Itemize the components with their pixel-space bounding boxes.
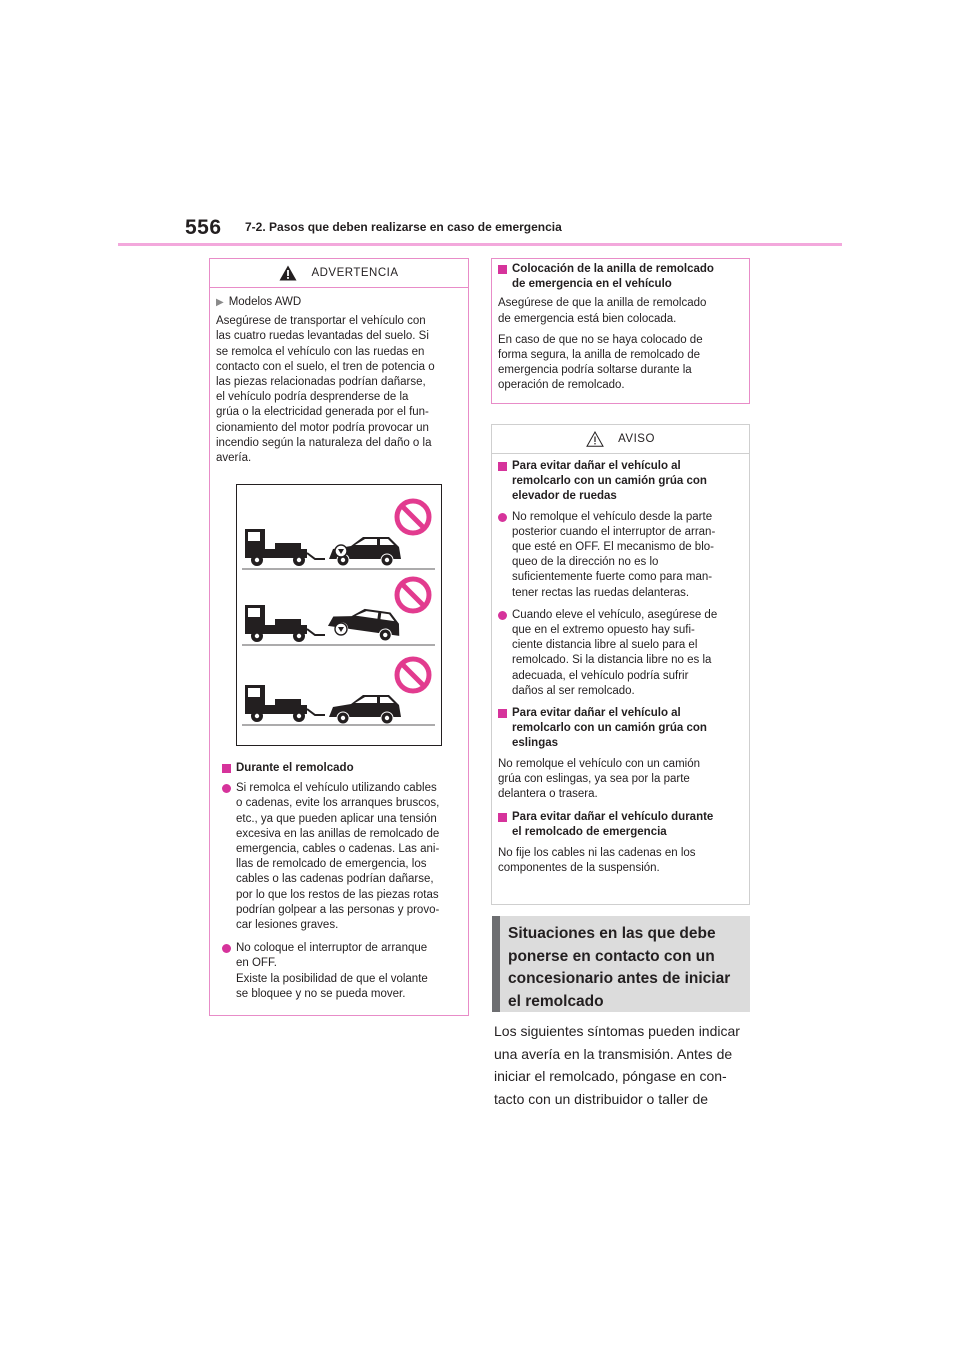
square-bullet-icon — [222, 764, 231, 773]
text-line: de emergencia en el vehículo — [512, 278, 672, 291]
tow-truck-icon — [245, 685, 325, 722]
circle-bullet-icon — [222, 944, 231, 953]
notice-heading-1 — [498, 459, 743, 505]
page-number: 556 — [185, 216, 222, 239]
tow-truck-icon — [245, 529, 325, 566]
text-line: podrían golpear a las personas y provo- — [236, 903, 440, 916]
text-line: suficientemente fuerte como para man- — [512, 571, 713, 584]
text-line: adecuada, el vehículo podría sufrir — [512, 669, 689, 682]
text-line: car lesiones graves. — [236, 919, 339, 932]
ring-para-1 — [498, 296, 743, 326]
no-symbol-icon — [397, 659, 429, 691]
text-line: cionamiento del motor podría provocar un — [216, 421, 429, 434]
text-line: incendio según la naturaleza del daño o la — [216, 436, 432, 449]
no-symbol-icon — [397, 501, 429, 533]
text-line: Los siguientes síntomas pueden indicar — [494, 1023, 740, 1039]
text-line: excesiva en las anillas de remolcado de — [236, 827, 440, 840]
text-line: emergencia podría soltarse durante la — [498, 364, 692, 377]
notice-para-3 — [498, 846, 743, 876]
no-symbol-icon — [397, 579, 429, 611]
text-line: iniciar el remolcado, póngase en con- — [494, 1068, 727, 1084]
caution-triangle-icon — [586, 431, 604, 447]
notice-box-header — [492, 425, 749, 454]
text-line: En caso de que no se haya colocado de — [498, 333, 703, 346]
header-rule — [118, 243, 842, 246]
text-line: grúa con eslingas, ya sea por la parte — [498, 772, 690, 785]
text-line: Para evitar dañar el vehículo al — [512, 460, 681, 472]
notice-para-2 — [498, 757, 743, 803]
circle-bullet-icon — [222, 784, 231, 793]
text-line: forma segura, la anilla de remolcado de — [498, 349, 701, 362]
square-bullet-icon — [498, 462, 507, 471]
text-line: contacto con el suelo, el tren de potencia o — [216, 360, 435, 373]
notice-box-title: AVISO — [618, 433, 655, 445]
car-icon — [329, 695, 401, 724]
text-line: componentes de la suspensión. — [498, 861, 660, 874]
warning-triangle-icon — [279, 265, 297, 281]
section-heading — [492, 916, 750, 1012]
text-line: ciente distancia libre al suelo para el — [512, 639, 698, 652]
model-item — [216, 295, 462, 310]
text-line: avería. — [216, 452, 252, 465]
heading-line: concesionario antes de iniciar — [508, 970, 731, 987]
bullet-item — [498, 510, 743, 601]
square-bullet-icon — [498, 709, 507, 718]
circle-bullet-icon — [498, 513, 507, 522]
wheel-target-icon — [335, 545, 347, 557]
towing-diagram — [237, 485, 441, 745]
text-line: que esté en OFF. El mecanismo de blo- — [512, 541, 714, 554]
text-line: Existe la posibilidad de que el volante — [236, 972, 428, 985]
text-line: de emergencia está bien colocada. — [498, 312, 677, 325]
text-line: cables o las cadenas podrían dañarse, — [236, 873, 434, 886]
bullet-item — [222, 781, 470, 933]
text-line: No remolque el vehículo desde la parte — [512, 510, 713, 523]
text-line: Cuando eleve el vehículo, asegúrese de — [512, 608, 718, 621]
text-line: Si remolca el vehículo utilizando cables — [236, 782, 437, 795]
text-line: remolcarlo con un camión grúa con — [512, 475, 707, 488]
text-line: No remolque el vehículo con un camión — [498, 757, 701, 770]
text-line: queo de la dirección no es lo — [512, 556, 659, 569]
text-line: daños al ser remolcado. — [512, 684, 635, 697]
square-bullet-icon — [498, 813, 507, 822]
text-line: No fije los cables ni las cadenas en los — [498, 846, 696, 859]
square-bullet-icon — [498, 265, 507, 274]
text-line: Asegúrese de transportar el vehículo con — [216, 315, 426, 328]
text-line: una avería en la transmisión. Antes de — [494, 1045, 733, 1062]
text-line: el remolcado de emergencia — [512, 826, 667, 839]
bullet-item — [222, 941, 470, 1002]
text-line: emergencia, cables o cadenas. Las ani- — [236, 843, 440, 856]
text-line: operación de remolcado. — [498, 379, 625, 392]
model-paragraph — [216, 314, 462, 466]
text-line: Para evitar dañar el vehículo al — [512, 707, 681, 720]
notice-heading-2 — [498, 706, 743, 752]
text-line: delantera o trasera. — [498, 788, 598, 801]
text-line: Para evitar dañar el vehículo durante — [512, 811, 714, 824]
section-title: 7-2. Pasos que deben realizarse en caso de emergencia — [245, 220, 562, 234]
text-line: etc., ya que pueden aplicar una tensión — [236, 812, 437, 825]
text-line: las cuatro ruedas levantadas del suelo. Si — [216, 330, 429, 343]
text-line: tener rectas las ruedas delanteras. — [512, 586, 690, 599]
warning-box-title: ADVERTENCIA — [311, 267, 399, 279]
text-line: se bloquee y no se pueda mover. — [236, 987, 406, 1000]
text-line: o cadenas, evite los arranques bruscos, — [236, 797, 440, 810]
wheel-target-icon — [335, 623, 347, 635]
towing-heading-label: Durante el remolcado — [236, 762, 354, 774]
circle-bullet-icon — [498, 611, 507, 620]
tow-truck-icon — [245, 605, 325, 642]
ring-warning-box — [491, 258, 750, 404]
notice-box — [491, 424, 750, 905]
text-line: No coloque el interruptor de arranque — [236, 942, 428, 955]
text-line: llas de remolcado de emergencia, los — [236, 858, 427, 871]
towing-illustration — [236, 484, 442, 746]
text-line: Asegúrese de que la anilla de remolcado — [498, 297, 707, 310]
text-line: Colocación de la anilla de remolcado — [512, 263, 714, 275]
ring-para-2 — [498, 333, 743, 394]
text-line: que en el extremo opuesto hay sufi- — [512, 624, 695, 637]
text-line: elevador de ruedas — [512, 490, 617, 503]
text-line: grúa o la electricidad generada por el fun- — [216, 406, 429, 419]
model-item-label: Modelos AWD — [228, 296, 302, 308]
heading-line: ponerse en contacto con un — [508, 947, 715, 965]
text-line: las piezas relacionadas podrían dañarse, — [216, 376, 426, 389]
text-line: se remolca el vehículo con las ruedas en — [216, 345, 425, 358]
towing-heading — [222, 761, 470, 776]
notice-heading-3 — [498, 810, 743, 840]
heading-line: Situaciones en las que debe — [508, 925, 716, 942]
ring-heading — [498, 262, 743, 292]
text-line: el vehículo podría desprenderse de la — [216, 391, 409, 404]
heading-line: el remolcado — [508, 992, 604, 1010]
text-line: tacto con un distribuidor o taller de — [494, 1090, 709, 1107]
text-line: remolcarlo con un camión grúa con — [512, 722, 707, 735]
warning-box-header — [210, 259, 468, 288]
text-line: posterior cuando el interruptor de arran- — [512, 525, 716, 538]
text-line: por lo que los restos de las piezas rotas — [236, 888, 439, 901]
text-line: remolcado. Si la distancia libre no es la — [512, 654, 712, 667]
text-line: eslingas — [512, 737, 559, 750]
triangle-bullet-icon: ▶ — [216, 297, 224, 308]
body-paragraph — [494, 1020, 740, 1110]
text-line: en OFF. — [236, 957, 277, 970]
bullet-item — [498, 608, 743, 699]
